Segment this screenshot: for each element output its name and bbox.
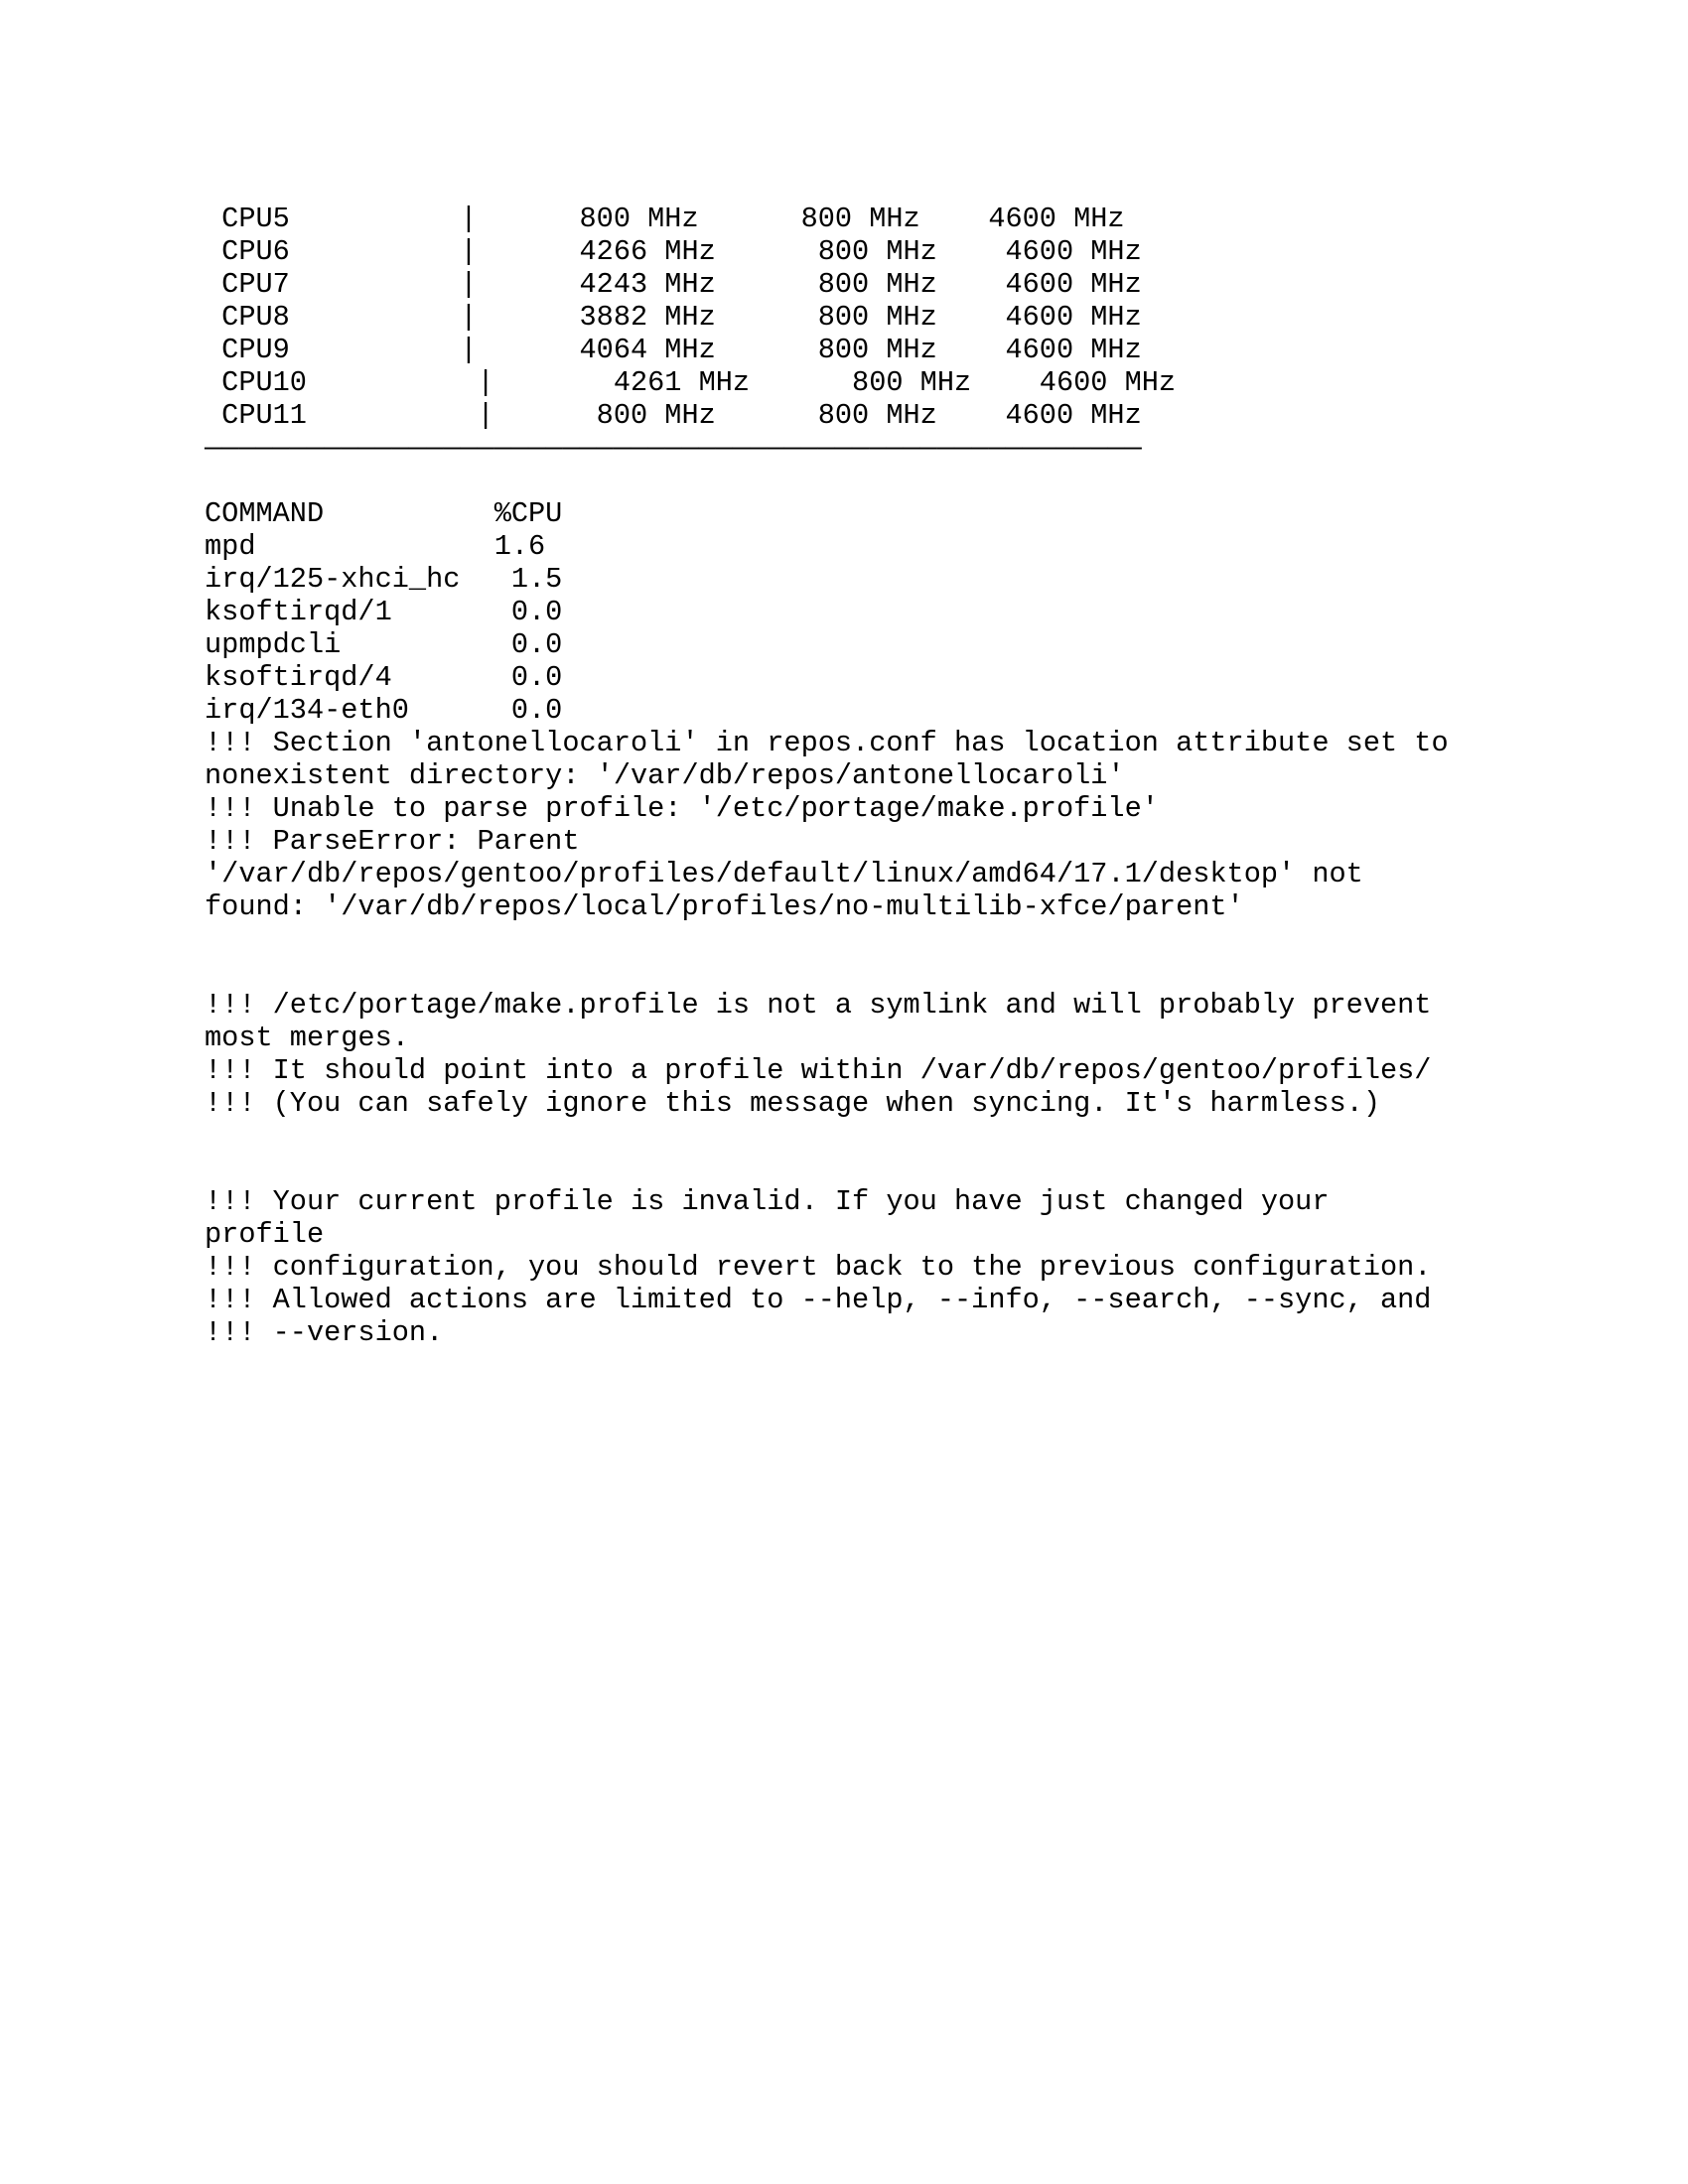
portage-message-line: !!! It should point into a profile within /var/db/repos/gentoo/profiles/ [205,1054,1432,1087]
portage-message-line: !!! Unable to parse profile: '/etc/portage/make.profile' [205,792,1159,825]
portage-message-line: !!! (You can safely ignore this message when syncing. It's harmless.) [205,1087,1380,1120]
portage-message-line: !!! --version. [205,1316,444,1349]
process-row: upmpdcli 0.0 [205,628,563,661]
cpu-row: CPU10 | 4261 MHz 800 MHz 4600 MHz [205,366,1177,399]
portage-message-line: '/var/db/repos/gentoo/profiles/default/linux/amd64/17.1/desktop' not [205,858,1363,890]
process-row: ksoftirqd/1 0.0 [205,596,563,628]
portage-message-line: !!! Allowed actions are limited to --help, --info, --search, --sync, and [205,1284,1432,1316]
terminal-output [205,203,1449,1349]
portage-message-line: !!! ParseError: Parent [205,825,580,858]
cpu-row: CPU5 | 800 MHz 800 MHz 4600 MHz [205,203,1125,235]
process-row: irq/134-eth0 0.0 [205,694,563,727]
process-table-header: COMMAND %CPU [205,497,563,530]
table-divider: ——————————————————————————————————————————————————————— [205,432,1142,465]
blank-line [205,956,1449,989]
blank-line [205,1120,1449,1153]
blank-line [205,923,1449,956]
portage-message-line: most merges. [205,1022,409,1054]
cpu-row: CPU9 | 4064 MHz 800 MHz 4600 MHz [205,334,1142,366]
process-row: mpd 1.6 [205,530,546,563]
portage-message-line: profile [205,1218,325,1251]
blank-line [205,465,1449,497]
portage-message-line: !!! Section 'antonellocaroli' in repos.conf has location attribute set to [205,727,1449,759]
cpu-row: CPU6 | 4266 MHz 800 MHz 4600 MHz [205,235,1142,268]
blank-line [205,1153,1449,1185]
portage-message-line: found: '/var/db/repos/local/profiles/no-multilib-xfce/parent' [205,890,1244,923]
process-row: irq/125-xhci_hc 1.5 [205,563,563,596]
cpu-row: CPU8 | 3882 MHz 800 MHz 4600 MHz [205,301,1142,334]
cpu-row: CPU11 | 800 MHz 800 MHz 4600 MHz [205,399,1142,432]
cpu-row: CPU7 | 4243 MHz 800 MHz 4600 MHz [205,268,1142,301]
portage-message-line: !!! Your current profile is invalid. If you have just changed your [205,1185,1330,1218]
portage-message-line: nonexistent directory: '/var/db/repos/antonellocaroli' [205,759,1125,792]
portage-message-line: !!! configuration, you should revert back to the previous configuration. [205,1251,1432,1284]
portage-message-line: !!! /etc/portage/make.profile is not a symlink and will probably prevent [205,989,1432,1022]
process-row: ksoftirqd/4 0.0 [205,661,563,694]
